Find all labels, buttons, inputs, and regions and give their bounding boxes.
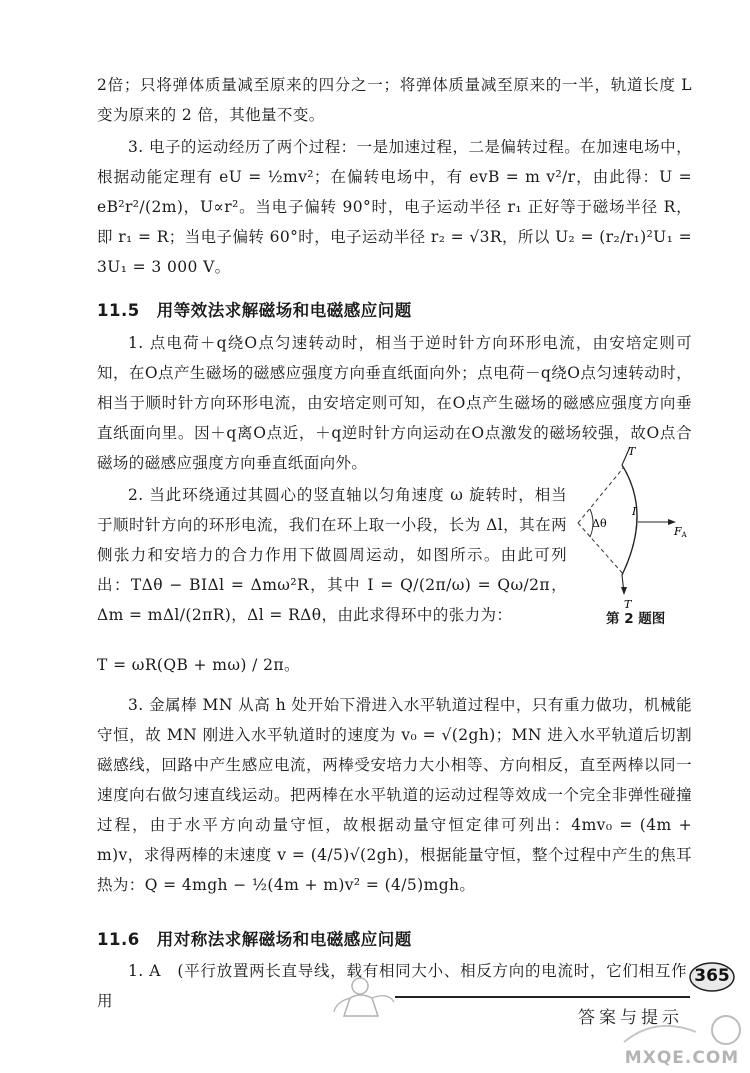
paragraph-p5: 3. 金属棒 MN 从高 h 处开始下滑进入水平轨道过程中，只有重力做功，机械能守恒，故 MN 刚进入水平轨道时的速度为 v₀ = √(2gh)；MN 进入水平轨道后切割磁感线，回路中产生感应电流，两棒受安培力大小相等、方向相反，直至两棒以同一速度向右做匀速直线运动。把两棒在水平轨道的运动过程等效成一个完全非弹性碰撞过程，由于水平方向动量守恒，故根据动量守恒定律可列出：4mv₀ = (4m + m)v，求得两棒的末速度 v = (4/5)√(2gh)，根据能量守恒，整个过程中产生的焦耳热为：Q = 4mgh − ½(4m + m)v² = (4/5)mgh。	[97, 696, 692, 894]
figure-caption: 第 2 题图	[606, 611, 666, 627]
paragraph-p1: 2倍；只将弹体质量减至原来的四分之一；将弹体质量减至原来的一半，轨道长度 L 变为原来的 2 倍，其他量不变。	[97, 76, 692, 124]
section-title-11-5: 11.5 用等效法求解磁场和电磁感应问题	[97, 301, 412, 320]
watermark	[616, 1012, 748, 1072]
decorative-figure-icon	[330, 972, 400, 1022]
paragraph-p4: 2. 当此环绕通过其圆心的竖直轴以匀角速度 ω 旋转时，相当于顺时针方向的环形电流，我们在环上取一小段，长为 Δl，其在两侧张力和安培力的合力作用下做圆周运动，如图所示。由此可列出：TΔθ − BIΔl = Δmω²R，其中 I = Q/(2π/ω) = Qω/2π，Δm = mΔl/(2πR)，Δl = RΔθ，由此求得环中的张力为：	[97, 486, 567, 624]
footer-rule	[395, 996, 690, 998]
paragraph-p6: 1. A (平行放置两长直导线，载有相同大小、相反方向的电流时，它们相互作用	[97, 962, 687, 1010]
section-title-11-6: 11.6 用对称法求解磁场和电磁感应问题	[97, 930, 412, 949]
label-force-main: F	[674, 525, 682, 538]
page-number: 365	[694, 966, 730, 986]
label-current: I	[632, 505, 637, 518]
page-number-badge	[688, 960, 736, 994]
watermark-logo-icon	[616, 1012, 748, 1052]
label-angle: Δθ	[592, 517, 607, 530]
paragraph-p3: 1. 点电荷＋q绕O点匀速转动时，相当于逆时针方向环形电流，由安培定则可知，在O点产生磁场的磁感应强度方向垂直纸面向外；点电荷－q绕O点匀速转动时，相当于顺时针方向环形电流，由安培定则可知，在O点产生磁场的磁感应强度方向垂直纸面向里。因＋q离O点近，＋q逆时针方向运动在O点激发的磁场较强，故O点合磁场的磁感应强度方向垂直纸面向外。	[97, 334, 692, 472]
paragraph-p2: 3. 电子的运动经历了两个过程：一是加速过程，二是偏转过程。在加速电场中，根据动能定理有 eU = ½mv²；在偏转电场中，有 evB = m v²/r，由此得：U = eB²r²/(2m)，U∝r²。当电子偏转 90°时，电子运动半径 r₁ 正好等于磁场半径 R，即 r₁ = R；当电子偏转 60°时，电子运动半径 r₂ = √3R，所以 U₂ = (r₂/r₁)²U₁ = 3U₁ = 3 000 V。	[97, 138, 692, 276]
label-T-bottom: T	[624, 598, 632, 611]
radius-line-bottom	[578, 523, 624, 575]
watermark-text: MXQE.COM	[624, 1048, 740, 1068]
radius-line-top	[578, 467, 624, 523]
label-T-top: T	[628, 445, 636, 458]
ring-arc	[622, 465, 637, 575]
footer-label: 答案与提示	[578, 1008, 683, 1028]
tension-arrowhead-bottom	[621, 587, 627, 595]
formula-tension: T = ωR(QB + mω) / 2π。	[97, 656, 300, 674]
label-force	[673, 525, 688, 539]
label-force-subscript: A	[681, 531, 687, 539]
